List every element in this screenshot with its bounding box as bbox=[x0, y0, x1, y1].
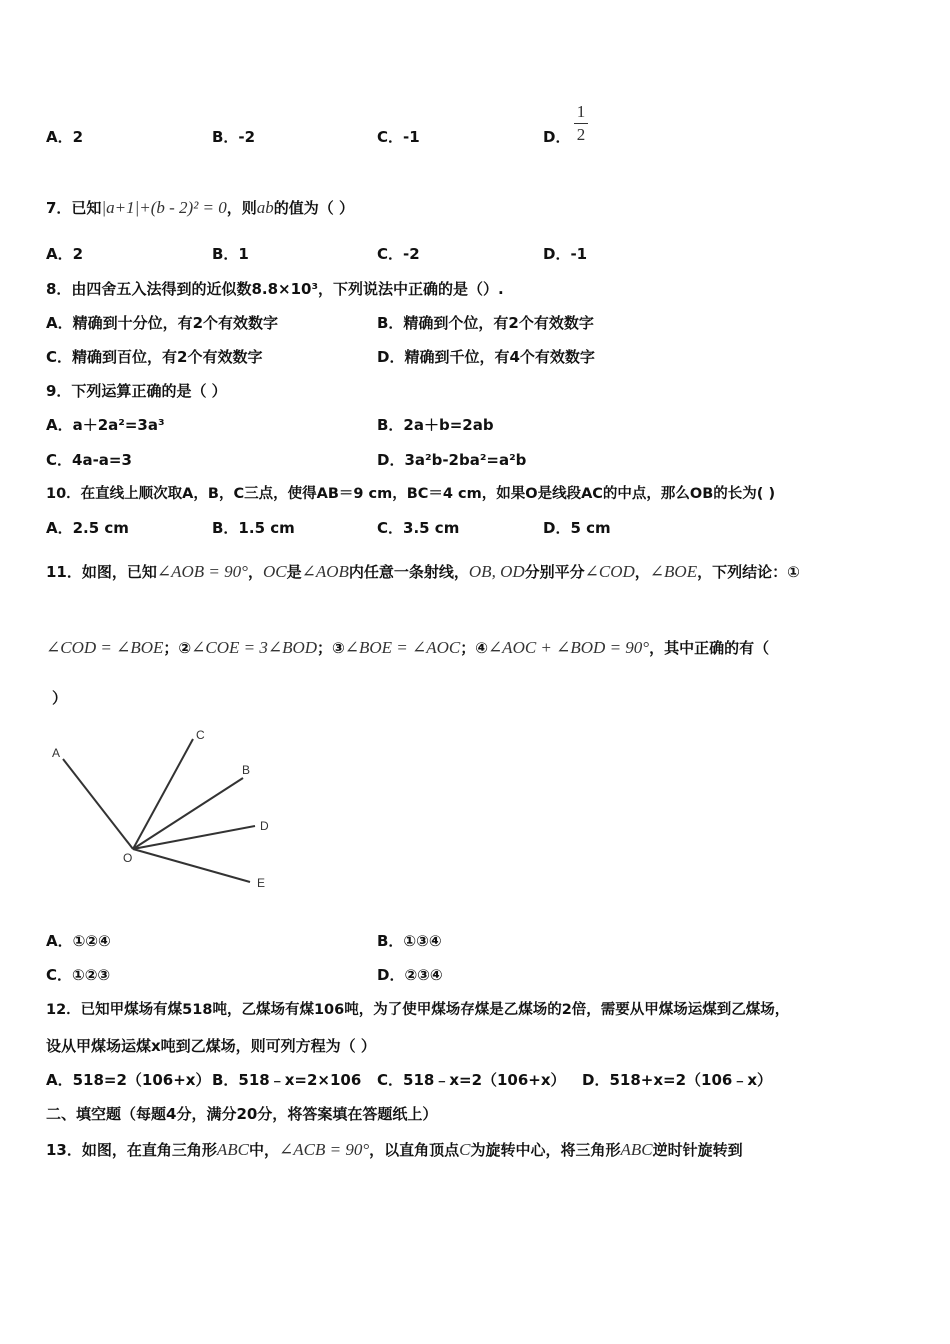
ray-oe bbox=[133, 849, 250, 882]
question-11-line-2: ∠COD = ∠BOE；②∠COE = 3∠BOD；③∠BOE = ∠AOC；④∠AOC + ∠BOD = 90°，其中正确的有（ bbox=[46, 638, 770, 657]
label-o: O bbox=[123, 851, 133, 865]
q10-option-b: B．1.5 cm bbox=[212, 519, 295, 537]
q6-option-a: A．2 bbox=[46, 128, 84, 146]
question-11-line-1: 11．如图，已知∠AOB = 90°，OC是∠AOB内任意一条射线，OB, OD分别平分∠COD，∠BOE，下列结论：① bbox=[46, 562, 800, 581]
q12-option-c: C．518﹣x=2（106+x） bbox=[377, 1071, 566, 1089]
label-d: D bbox=[260, 819, 269, 833]
q7-option-a: A．2 bbox=[46, 245, 84, 263]
q7-option-c: C．-2 bbox=[377, 245, 420, 263]
q8-option-d: D．精确到千位，有4个有效数字 bbox=[377, 348, 595, 366]
q7-option-d: D．-1 bbox=[543, 245, 588, 263]
question-13: 13．如图，在直角三角形ABC中，∠ACB = 90°，以直角顶点C为旋转中心，将三角形ABC逆时针旋转到 bbox=[46, 1140, 743, 1159]
q6-option-d-fraction bbox=[574, 102, 588, 145]
section-2-heading: 二、填空题（每题4分，满分20分，将答案填在答题纸上） bbox=[46, 1105, 438, 1123]
ray-oc bbox=[133, 739, 193, 849]
question-10: 10．在直线上顺次取A，B，C三点，使得AB＝9 cm，BC＝4 cm，如果O是线段AC的中点，那么OB的长为( ) bbox=[46, 486, 776, 502]
q12-option-d: D．518+x=2（106﹣x） bbox=[582, 1071, 772, 1089]
q10-option-a: A．2.5 cm bbox=[46, 519, 129, 537]
q11-option-b: B．①③④ bbox=[377, 932, 442, 950]
question-9: 9．下列运算正确的是（ ） bbox=[46, 382, 227, 400]
q9-option-b: B．2a＋b=2ab bbox=[377, 416, 494, 434]
ray-oa bbox=[63, 759, 133, 849]
question-12-line-2: 设从甲煤场运煤x吨到乙煤场，则可列方程为（ ） bbox=[46, 1037, 376, 1055]
q10-option-c: C．3.5 cm bbox=[377, 519, 460, 537]
question-7: 7．已知|a+1|+(b - 2)² = 0，则ab的值为（ ） bbox=[46, 198, 355, 217]
label-b: B bbox=[242, 763, 251, 777]
question-11-line-3: ） bbox=[52, 689, 68, 707]
question-8: 8．由四舍五入法得到的近似数8.8×10³，下列说法中正确的是（）. bbox=[46, 280, 504, 298]
q8-option-c: C．精确到百位，有2个有效数字 bbox=[46, 348, 263, 366]
q11-option-c: C．①②③ bbox=[46, 966, 111, 984]
fraction-denominator: 2 bbox=[576, 125, 586, 144]
q6-option-b: B．-2 bbox=[212, 128, 256, 146]
q9-option-c: C．4a-a=3 bbox=[46, 451, 132, 469]
q9-option-d: D．3a²b-2ba²=a²b bbox=[377, 451, 527, 469]
q12-option-b: B．518﹣x=2×106 bbox=[212, 1071, 362, 1089]
label-a: A bbox=[52, 746, 61, 760]
q8-option-a: A．精确到十分位，有2个有效数字 bbox=[46, 314, 279, 332]
q10-option-d: D．5 cm bbox=[543, 519, 611, 537]
angle-figure bbox=[44, 722, 284, 902]
q6-option-c: C．-1 bbox=[377, 128, 420, 146]
q8-option-b: B．精确到个位，有2个有效数字 bbox=[377, 314, 594, 332]
fraction-numerator: 1 bbox=[576, 102, 586, 121]
label-e: E bbox=[257, 876, 266, 890]
q7-equation: |a+1|+(b - 2)² = 0 bbox=[101, 198, 227, 217]
q9-option-a: A．a＋2a²=3a³ bbox=[46, 416, 165, 434]
q12-option-a: A．518=2（106+x） bbox=[46, 1071, 211, 1089]
q11-option-d: D．②③④ bbox=[377, 966, 443, 984]
q7-option-b: B．1 bbox=[212, 245, 249, 263]
question-12-line-1: 12．已知甲煤场有煤518吨，乙煤场有煤106吨，为了使甲煤场存煤是乙煤场的2倍，需要从甲煤场运煤到乙煤场， bbox=[46, 1002, 790, 1018]
label-c: C bbox=[196, 728, 205, 742]
q6-option-d: D． bbox=[543, 128, 571, 146]
q11-option-a: A．①②④ bbox=[46, 932, 111, 950]
